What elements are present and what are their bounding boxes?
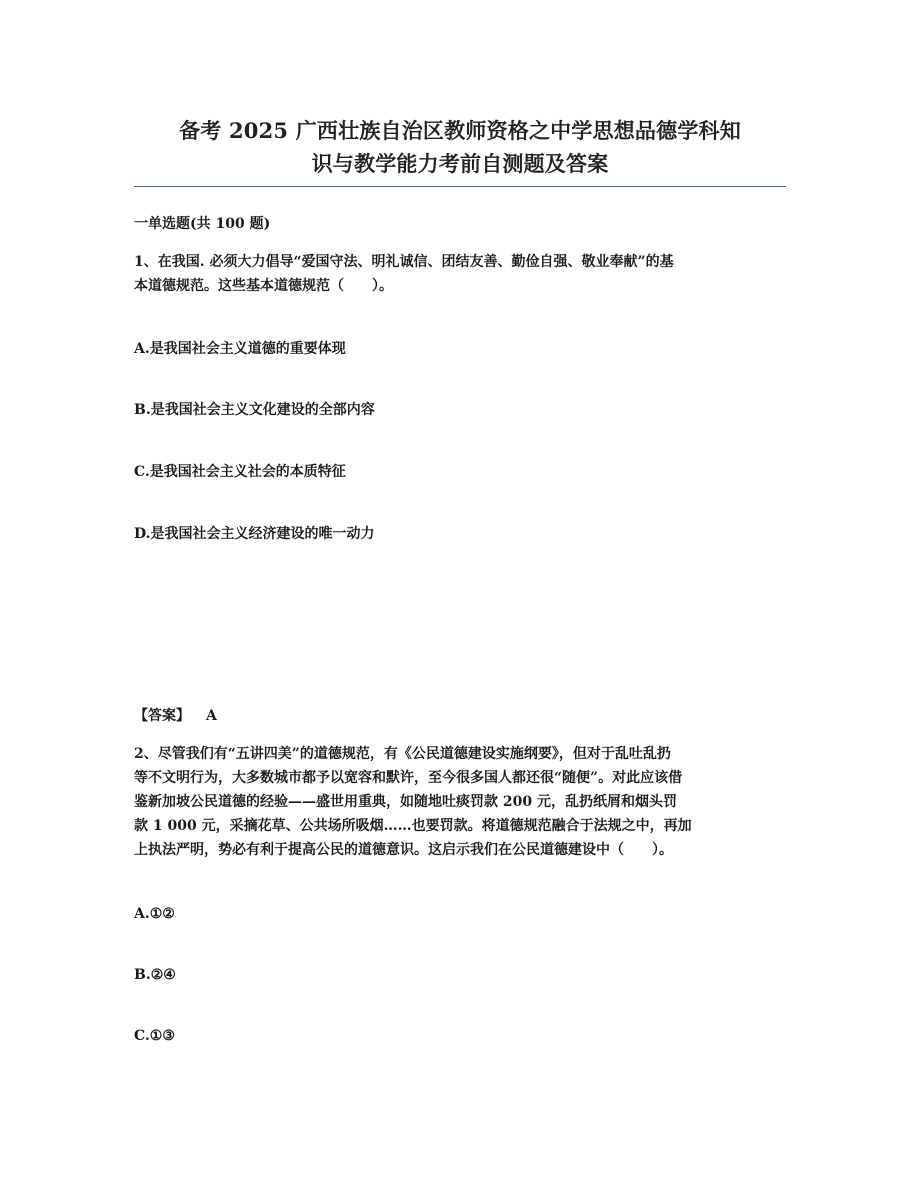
answer-label: 【答案】 [134, 708, 190, 724]
document-title [134, 114, 786, 180]
question-1-text [134, 250, 786, 298]
question-1-option-a: A.是我国社会主义道德的重要体现 [134, 341, 346, 357]
question-2-line-4: 款 1 000 元，采摘花草、公共场所吸烟……也要罚款。将道德规范融合于法规之中，再加 [134, 818, 692, 834]
question-2-text [134, 742, 786, 862]
question-1-line-2: 本道德规范。这些基本道德规范（ ）。 [134, 278, 393, 294]
question-1-option-b: B.是我国社会主义文化建设的全部内容 [134, 402, 375, 418]
question-1-option-d: D.是我国社会主义经济建设的唯一动力 [134, 526, 375, 542]
title-line-1: 备考 2025 广西壮族自治区教师资格之中学思想品德学科知 [179, 118, 741, 143]
question-2-line-1: 2、尽管我们有“五讲四美”的道德规范，有《公民道德建设实施纲要》，但对于乱吐乱扔 [134, 746, 671, 762]
question-1-option-c: C.是我国社会主义社会的本质特征 [134, 464, 346, 480]
section-header: 一单选题(共 100 题) [134, 216, 271, 232]
question-2-line-5: 上执法严明，势必有利于提高公民的道德意识。这启示我们在公民道德建设中（ ）。 [134, 842, 673, 858]
question-1-answer [134, 706, 217, 726]
question-2-option-b: B.②④ [134, 967, 176, 983]
question-2-option-c: C.①③ [134, 1028, 175, 1044]
answer-value: A [206, 708, 217, 724]
question-1-line-1: 1、在我国. 必须大力倡导“爱国守法、明礼诚信、团结友善、勤俭自强、敬业奉献”的基 [134, 254, 674, 270]
title-divider [134, 186, 786, 187]
question-2-option-a: A.①② [134, 906, 175, 922]
question-2-line-2: 等不文明行为，大多数城市都予以宽容和默许，至今很多国人都还很“随便”。对此应该借 [134, 770, 683, 786]
title-line-2: 识与教学能力考前自测题及答案 [311, 151, 609, 176]
question-2-line-3: 鉴新加坡公民道德的经验——盛世用重典，如随地吐痰罚款 200 元，乱扔纸屑和烟头罚 [134, 794, 677, 810]
